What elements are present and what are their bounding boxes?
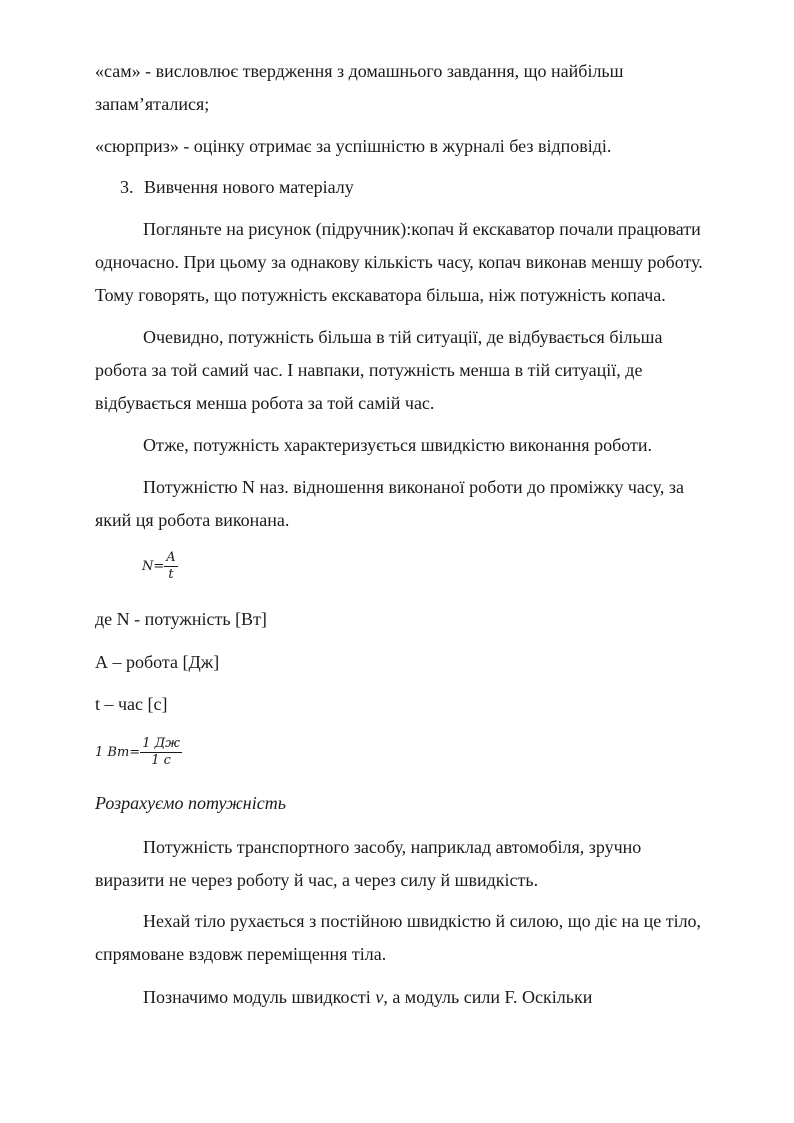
- watt-formula: [95, 736, 182, 769]
- definition-work: А – робота [Дж]: [95, 652, 220, 672]
- paragraph-2-line-2: робота за той самий час. І навпаки, потужність менша в тій ситуації, де: [95, 360, 643, 380]
- power-formula: [142, 550, 178, 583]
- paragraph-1-line-1: Погляньте на рисунок (підручник):копач й екскаватор почали працювати: [143, 219, 701, 239]
- section-number: 3.: [120, 177, 134, 197]
- paragraph-6-line-1: Нехай тіло рухається з постійною швидкістю й силою, що діє на це тіло,: [143, 911, 702, 931]
- paragraph-1-line-2: одночасно. При цьому за однакову кількість часу, копач виконав меншу роботу.: [95, 252, 703, 272]
- watt-formula-fraction: [140, 736, 182, 769]
- paragraph-7: [95, 981, 735, 1014]
- power-formula-denominator: t: [168, 567, 174, 582]
- calc-heading: Розрахуємо потужність: [95, 793, 286, 813]
- paragraph-2-line-1: Очевидно, потужність більша в тій ситуації, де відбувається більша: [143, 327, 663, 347]
- power-formula-lhs: N=: [142, 559, 165, 574]
- power-formula-fraction: [164, 550, 177, 583]
- paragraph-7-pre: Позначимо модуль швидкості: [143, 987, 376, 1007]
- power-formula-numerator: A: [166, 550, 176, 565]
- paragraph-2-line-3: відбувається менша робота за той самій час.: [95, 393, 435, 413]
- surprise-line: «сюрприз» - оцінку отримає за успішністю в журналі без відповіді.: [95, 136, 612, 156]
- paragraph-5-line-2: виразити не через роботу й час, а через силу й швидкість.: [95, 870, 539, 890]
- paragraph-5-line-1: Потужність транспортного засобу, наприклад автомобіля, зручно: [143, 837, 642, 857]
- paragraph-1-line-3: Тому говорять, що потужність екскаватора більша, ніж потужність копача.: [95, 285, 666, 305]
- paragraph-3: Отже, потужність характеризується швидкістю виконання роботи.: [143, 435, 652, 455]
- paragraph-7-post: , а модуль сили F. Оскільки: [383, 987, 593, 1007]
- watt-formula-lhs: 1 Вт=: [95, 745, 141, 760]
- section-heading: [120, 173, 354, 201]
- paragraph-6-line-2: спрямоване вздовж переміщення тіла.: [95, 944, 387, 964]
- definition-power: де N - потужність [Вт]: [95, 609, 267, 629]
- paragraph-4-line-1: Потужністю N наз. відношення виконаної роботи до проміжку часу, за: [143, 477, 684, 497]
- watt-formula-numerator: 1 Дж: [142, 736, 180, 751]
- paragraph-4-line-2: який ця робота виконана.: [95, 510, 290, 530]
- definition-time: t – час [с]: [95, 694, 168, 714]
- section-title: Вивчення нового матеріалу: [144, 177, 354, 197]
- sam-line-2: запам’яталися;: [95, 94, 210, 114]
- velocity-symbol: v: [375, 987, 384, 1007]
- watt-formula-denominator: 1 с: [151, 753, 171, 768]
- sam-line-1: «сам» - висловлює твердження з домашнього завдання, що найбільш: [95, 61, 624, 81]
